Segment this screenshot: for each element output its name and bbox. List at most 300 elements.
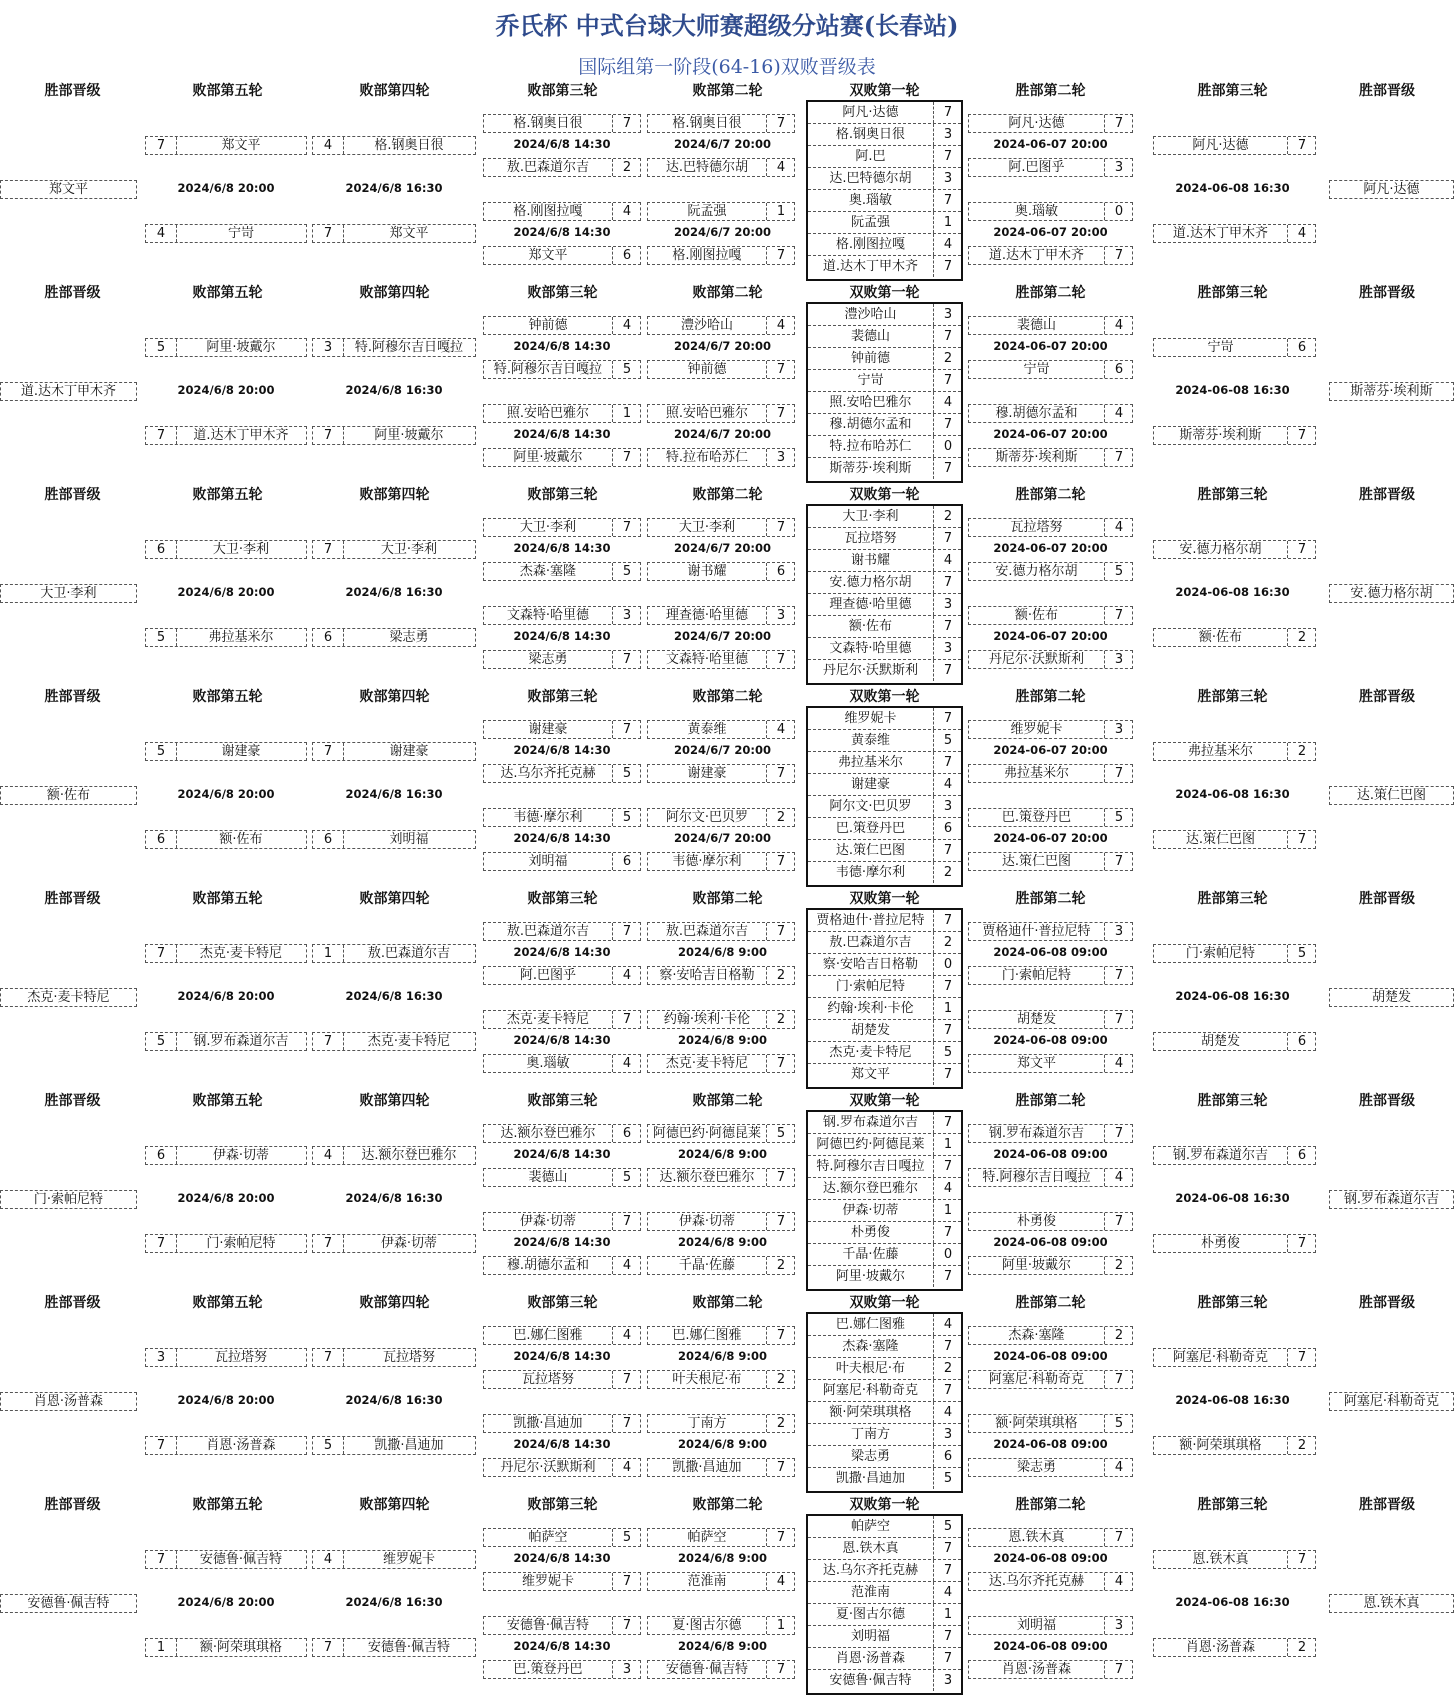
player-name: 敖.巴森道尔吉 bbox=[665, 924, 749, 939]
score: 5 bbox=[1104, 563, 1133, 580]
match-time: 2024/6/8 20:00 bbox=[177, 1393, 275, 1407]
winners-r2-entry bbox=[968, 1010, 1133, 1029]
first-round-box bbox=[806, 1110, 963, 1291]
first-round-entry bbox=[808, 1538, 961, 1560]
score: 7 bbox=[766, 1055, 795, 1072]
losers-r2-entry bbox=[647, 1528, 795, 1547]
first-round-entry bbox=[808, 932, 961, 954]
player-name: 瓦拉塔努 bbox=[214, 1350, 267, 1365]
losers-advance-slot bbox=[0, 382, 137, 401]
player-name: 帕萨空 bbox=[850, 1519, 890, 1534]
score: 7 bbox=[766, 853, 795, 870]
player-name: 宁岢 bbox=[1207, 340, 1234, 355]
winners-r2-entry bbox=[968, 1124, 1133, 1143]
player-name: 达.额尔登巴雅尔 bbox=[659, 1170, 755, 1185]
score: 7 bbox=[933, 660, 962, 681]
player-name: 瓦拉塔努 bbox=[1010, 520, 1063, 535]
player-name: 阿凡·达德 bbox=[842, 105, 899, 120]
score: 5 bbox=[146, 743, 177, 760]
score: 7 bbox=[766, 1459, 795, 1476]
losers-r2-entry bbox=[647, 360, 795, 379]
score: 4 bbox=[766, 159, 795, 176]
match-time: 2024-06-08 16:30 bbox=[1175, 585, 1290, 599]
first-round-entry bbox=[808, 616, 961, 638]
player-name: 贾格迪什·普拉尼特 bbox=[982, 924, 1091, 939]
score: 7 bbox=[933, 1112, 962, 1133]
winners-r2-entry bbox=[968, 1370, 1133, 1389]
player-name: 阿凡·达德 bbox=[1008, 116, 1065, 131]
match-time: 2024/6/8 14:30 bbox=[513, 831, 611, 845]
player-name: 郑文平 bbox=[389, 226, 429, 241]
losers-advance-slot bbox=[0, 988, 137, 1007]
match-time: 2024-06-07 20:00 bbox=[993, 339, 1108, 353]
column-header: 败部第五轮 bbox=[192, 1093, 263, 1109]
score: 7 bbox=[612, 449, 641, 466]
score: 6 bbox=[1104, 361, 1133, 378]
winners-r3-entry bbox=[1153, 136, 1316, 155]
score: 4 bbox=[933, 392, 962, 413]
column-header: 败部第五轮 bbox=[192, 1497, 263, 1513]
player-name: 阿尔文·巴贝罗 bbox=[829, 799, 912, 814]
losers-r2-entry bbox=[647, 316, 795, 335]
score: 2 bbox=[766, 1011, 795, 1028]
score: 4 bbox=[1287, 225, 1316, 242]
score: 5 bbox=[766, 1125, 795, 1142]
match-time: 2024/6/8 14:30 bbox=[513, 339, 611, 353]
score: 3 bbox=[933, 1670, 962, 1691]
first-round-entry bbox=[808, 1582, 961, 1604]
match-time: 2024/6/8 14:30 bbox=[513, 945, 611, 959]
score: 7 bbox=[933, 1222, 962, 1243]
winners-r2-entry bbox=[968, 1168, 1133, 1187]
player-name: 格.刚图拉嘎 bbox=[513, 204, 583, 219]
score: 7 bbox=[766, 1213, 795, 1230]
score: 7 bbox=[313, 225, 344, 242]
losers-r2-entry bbox=[647, 1572, 795, 1591]
first-round-box bbox=[806, 706, 963, 887]
score: 7 bbox=[933, 910, 962, 931]
score: 7 bbox=[766, 1529, 795, 1546]
score: 7 bbox=[1287, 831, 1316, 848]
player-name: 钢.罗布森道尔吉 bbox=[988, 1126, 1085, 1141]
player-name: 额·佐布 bbox=[1198, 630, 1243, 645]
winners-r2-entry bbox=[968, 114, 1133, 133]
winners-r2-entry bbox=[968, 518, 1133, 537]
player-name: 阿德巴约·阿德昆莱 bbox=[816, 1137, 925, 1152]
first-round-entry bbox=[808, 1648, 961, 1670]
player-name: 恩.铁木真 bbox=[842, 1541, 899, 1556]
score: 5 bbox=[146, 629, 177, 646]
player-name: 梁志勇 bbox=[1016, 1460, 1056, 1475]
player-name: 叶夫根尼·布 bbox=[672, 1372, 742, 1387]
losers-r3-entry bbox=[483, 720, 641, 739]
match-time: 2024/6/7 20:00 bbox=[673, 339, 772, 353]
player-name: 安.德力格尔胡 bbox=[1350, 586, 1433, 601]
score: 3 bbox=[1104, 721, 1133, 738]
score: 7 bbox=[146, 427, 177, 444]
first-round-entry bbox=[808, 146, 961, 168]
score: 7 bbox=[933, 414, 962, 435]
column-header: 胜部晋级 bbox=[44, 1295, 101, 1311]
losers-r3-entry bbox=[483, 246, 641, 265]
winners-r2-entry bbox=[968, 1528, 1133, 1547]
score: 4 bbox=[313, 1551, 344, 1568]
first-round-entry bbox=[808, 370, 961, 392]
player-name: 澧沙哈山 bbox=[680, 318, 733, 333]
winners-r3-entry bbox=[1153, 1146, 1316, 1165]
player-name: 道.达木丁甲木齐 bbox=[20, 384, 117, 399]
player-name: 达.策仁巴图 bbox=[1185, 832, 1256, 847]
match-time: 2024/6/8 14:30 bbox=[513, 1639, 611, 1653]
player-name: 叶夫根尼·布 bbox=[835, 1361, 906, 1376]
player-name: 梁志勇 bbox=[528, 652, 568, 667]
score: 2 bbox=[933, 1358, 962, 1379]
score: 7 bbox=[933, 370, 962, 391]
player-name: 特.阿穆尔吉日嘎拉 bbox=[816, 1159, 925, 1174]
column-header: 败部第三轮 bbox=[527, 689, 598, 705]
player-name: 安德鲁·佩吉特 bbox=[665, 1662, 749, 1677]
match-time: 2024/6/8 14:30 bbox=[513, 225, 611, 239]
losers-r4-entry bbox=[312, 1638, 476, 1657]
score: 3 bbox=[612, 1661, 641, 1678]
first-round-entry bbox=[808, 1560, 961, 1582]
column-header: 胜部晋级 bbox=[44, 83, 101, 99]
winners-r3-entry bbox=[1153, 540, 1316, 559]
player-name: 达.额尔登巴雅尔 bbox=[500, 1126, 596, 1141]
score: 5 bbox=[1104, 1415, 1133, 1432]
score: 7 bbox=[1104, 1125, 1133, 1142]
match-time: 2024-06-07 20:00 bbox=[993, 427, 1108, 441]
column-header: 胜部晋级 bbox=[1359, 1295, 1415, 1311]
losers-r5-entry bbox=[145, 1638, 307, 1657]
match-time: 2024/6/8 9:00 bbox=[677, 1033, 768, 1047]
first-round-entry bbox=[808, 976, 961, 998]
bracket-block bbox=[0, 888, 1454, 1090]
bracket-block bbox=[0, 1090, 1454, 1292]
winners-r3-entry bbox=[1153, 1638, 1316, 1657]
score: 7 bbox=[146, 945, 177, 962]
losers-r3-entry bbox=[483, 1054, 641, 1073]
bracket-block bbox=[0, 484, 1454, 686]
losers-r2-entry bbox=[647, 1458, 795, 1477]
match-time: 2024/6/8 14:30 bbox=[513, 629, 611, 643]
score: 3 bbox=[612, 607, 641, 624]
match-time: 2024/6/8 20:00 bbox=[177, 181, 275, 195]
score: 4 bbox=[1104, 519, 1133, 536]
player-name: 朴勇俊 bbox=[1200, 1236, 1240, 1251]
score: 6 bbox=[1287, 1033, 1316, 1050]
score: 7 bbox=[933, 1156, 962, 1177]
player-name: 门·索帕尼特 bbox=[835, 979, 906, 994]
score: 7 bbox=[933, 1336, 962, 1357]
column-header: 胜部晋级 bbox=[44, 689, 101, 705]
winners-r2-entry bbox=[968, 1054, 1133, 1073]
winners-r2-entry bbox=[968, 808, 1133, 827]
player-name: 大卫·李利 bbox=[380, 542, 438, 557]
column-header: 败部第三轮 bbox=[527, 1497, 598, 1513]
winners-r2-entry bbox=[968, 650, 1133, 669]
column-header: 败部第四轮 bbox=[359, 83, 430, 99]
losers-r4-entry bbox=[312, 136, 476, 155]
losers-r3-entry bbox=[483, 1010, 641, 1029]
player-name: 刘明福 bbox=[528, 854, 568, 869]
score: 1 bbox=[933, 1200, 962, 1221]
column-header: 败部第四轮 bbox=[359, 1497, 430, 1513]
column-header: 败部第三轮 bbox=[527, 1295, 598, 1311]
losers-r2-entry bbox=[647, 1168, 795, 1187]
score: 4 bbox=[933, 774, 962, 795]
score: 1 bbox=[766, 1617, 795, 1634]
match-time: 2024-06-08 16:30 bbox=[1175, 989, 1290, 1003]
player-name: 额·佐布 bbox=[1014, 608, 1059, 623]
player-name: 格.刚图拉嘎 bbox=[672, 248, 742, 263]
score: 7 bbox=[612, 923, 641, 940]
losers-r4-entry bbox=[312, 1348, 476, 1367]
losers-r5-entry bbox=[145, 1550, 307, 1569]
player-name: 胡楚发 bbox=[1200, 1034, 1240, 1049]
score: 7 bbox=[933, 976, 962, 997]
first-round-entry bbox=[808, 326, 961, 348]
losers-r2-entry bbox=[647, 720, 795, 739]
column-header: 败部第五轮 bbox=[192, 689, 263, 705]
score: 7 bbox=[766, 1661, 795, 1678]
score: 7 bbox=[1104, 765, 1133, 782]
score: 6 bbox=[146, 541, 177, 558]
player-name: 恩.铁木真 bbox=[1192, 1552, 1249, 1567]
match-time: 2024-06-08 09:00 bbox=[993, 1349, 1108, 1363]
column-header: 败部第五轮 bbox=[192, 487, 263, 503]
score: 6 bbox=[612, 1125, 641, 1142]
score: 4 bbox=[933, 1178, 962, 1199]
player-name: 道.达木丁甲木齐 bbox=[822, 259, 919, 274]
player-name: 奥.瑙敏 bbox=[1014, 204, 1059, 219]
winners-advance-slot bbox=[1329, 1190, 1454, 1209]
column-header: 胜部第二轮 bbox=[1015, 487, 1086, 503]
losers-r2-entry bbox=[647, 764, 795, 783]
player-name: 肖恩·汤普森 bbox=[33, 1394, 104, 1409]
first-round-entry bbox=[808, 572, 961, 594]
player-name: 达.巴特德尔胡 bbox=[829, 171, 912, 186]
player-name: 特.阿穆尔吉日嘎拉 bbox=[493, 362, 603, 377]
losers-r2-entry bbox=[647, 922, 795, 941]
player-name: 刘明福 bbox=[389, 832, 429, 847]
player-name: 大卫·李利 bbox=[678, 520, 736, 535]
score: 5 bbox=[1104, 809, 1133, 826]
page-title: 乔氏杯 中式台球大师赛超级分站赛(长春站) bbox=[495, 11, 959, 40]
player-name: 格.钢奥日很 bbox=[672, 116, 742, 131]
player-name: 钟前德 bbox=[528, 318, 568, 333]
score: 1 bbox=[766, 203, 795, 220]
score: 7 bbox=[612, 1371, 641, 1388]
first-round-entry bbox=[808, 840, 961, 862]
first-round-entry bbox=[808, 1244, 961, 1266]
score: 7 bbox=[612, 1011, 641, 1028]
winners-r2-entry bbox=[968, 246, 1133, 265]
first-round-entry bbox=[808, 1178, 961, 1200]
first-round-entry bbox=[808, 550, 961, 572]
player-name: 裴德山 bbox=[1016, 318, 1056, 333]
score: 2 bbox=[1287, 1437, 1316, 1454]
player-name: 道.达木丁甲木齐 bbox=[988, 248, 1085, 263]
player-name: 达.策仁巴图 bbox=[1001, 854, 1072, 869]
losers-r2-entry bbox=[647, 966, 795, 985]
losers-r4-entry bbox=[312, 1032, 476, 1051]
score: 7 bbox=[1104, 247, 1133, 264]
winners-r2-entry bbox=[968, 202, 1133, 221]
player-name: 额·佐布 bbox=[46, 788, 91, 803]
score: 4 bbox=[1104, 405, 1133, 422]
score: 7 bbox=[612, 1213, 641, 1230]
column-header: 败部第五轮 bbox=[192, 83, 263, 99]
match-time: 2024-06-08 16:30 bbox=[1175, 1595, 1290, 1609]
score: 0 bbox=[933, 1244, 962, 1265]
match-time: 2024/6/8 16:30 bbox=[345, 1595, 443, 1609]
score: 4 bbox=[612, 1257, 641, 1274]
match-time: 2024-06-08 09:00 bbox=[993, 1639, 1108, 1653]
column-header: 败部第二轮 bbox=[692, 487, 763, 503]
column-header: 胜部第三轮 bbox=[1197, 1093, 1268, 1109]
column-header: 败部第三轮 bbox=[527, 285, 598, 301]
score: 7 bbox=[933, 326, 962, 347]
player-name: 钢.罗布森道尔吉 bbox=[1343, 1192, 1440, 1207]
match-time: 2024/6/7 20:00 bbox=[673, 225, 772, 239]
player-name: 达.巴特德尔胡 bbox=[665, 160, 749, 175]
match-time: 2024/6/8 9:00 bbox=[677, 1235, 768, 1249]
player-name: 巴.策登丹巴 bbox=[513, 1662, 583, 1677]
player-name: 范淮南 bbox=[850, 1585, 890, 1600]
winners-r2-entry bbox=[968, 720, 1133, 739]
winners-advance-slot bbox=[1329, 786, 1454, 805]
score: 7 bbox=[933, 102, 962, 123]
score: 7 bbox=[933, 256, 962, 277]
losers-advance-slot bbox=[0, 1190, 137, 1209]
score: 2 bbox=[766, 1415, 795, 1432]
bracket-block bbox=[0, 1292, 1454, 1494]
losers-r5-entry bbox=[145, 1436, 307, 1455]
column-header: 双败第一轮 bbox=[849, 487, 920, 503]
losers-r2-entry bbox=[647, 1054, 795, 1073]
column-header: 胜部晋级 bbox=[1359, 891, 1415, 907]
player-name: 敖.巴森道尔吉 bbox=[829, 935, 912, 950]
score: 4 bbox=[1104, 1055, 1133, 1072]
score: 4 bbox=[766, 317, 795, 334]
player-name: 阿.巴 bbox=[855, 149, 886, 164]
score: 1 bbox=[933, 1604, 962, 1625]
losers-r3-entry bbox=[483, 1370, 641, 1389]
score: 4 bbox=[1104, 1459, 1133, 1476]
score: 7 bbox=[146, 137, 177, 154]
bracket-block bbox=[0, 686, 1454, 888]
match-time: 2024/6/8 16:30 bbox=[345, 1191, 443, 1205]
score: 4 bbox=[313, 137, 344, 154]
column-header: 败部第二轮 bbox=[692, 83, 763, 99]
column-header: 败部第二轮 bbox=[692, 1497, 763, 1513]
player-name: 凯撒·昌迪加 bbox=[374, 1438, 444, 1453]
losers-r2-entry bbox=[647, 1124, 795, 1143]
column-header: 胜部第三轮 bbox=[1197, 689, 1268, 705]
player-name: 格.钢奥日很 bbox=[374, 138, 444, 153]
player-name: 敖.巴森道尔吉 bbox=[506, 160, 590, 175]
score: 3 bbox=[1104, 159, 1133, 176]
first-round-entry bbox=[808, 528, 961, 550]
player-name: 道.达木丁甲木齐 bbox=[1172, 226, 1269, 241]
score: 7 bbox=[313, 541, 344, 558]
winners-r2-entry bbox=[968, 606, 1133, 625]
score: 7 bbox=[766, 1169, 795, 1186]
score: 7 bbox=[313, 1033, 344, 1050]
losers-advance-slot bbox=[0, 584, 137, 603]
player-name: 理查德·哈里德 bbox=[829, 597, 912, 612]
column-header: 双败第一轮 bbox=[849, 689, 920, 705]
first-round-entry bbox=[808, 256, 961, 278]
player-name: 宁岢 bbox=[1023, 362, 1050, 377]
score: 7 bbox=[612, 651, 641, 668]
player-name: 达.策仁巴图 bbox=[835, 843, 906, 858]
column-header: 败部第三轮 bbox=[527, 83, 598, 99]
match-time: 2024/6/8 20:00 bbox=[177, 1595, 275, 1609]
score: 7 bbox=[1104, 1371, 1133, 1388]
player-name: 千晶·佐藤 bbox=[842, 1247, 899, 1262]
score: 7 bbox=[612, 721, 641, 738]
match-time: 2024/6/8 16:30 bbox=[345, 585, 443, 599]
column-header: 败部第三轮 bbox=[527, 487, 598, 503]
player-name: 丹尼尔·沃默斯利 bbox=[822, 663, 919, 678]
player-name: 宁岢 bbox=[227, 226, 254, 241]
winners-advance-slot bbox=[1329, 584, 1454, 603]
score: 3 bbox=[1104, 923, 1133, 940]
winners-r3-entry bbox=[1153, 944, 1316, 963]
score: 7 bbox=[1287, 541, 1316, 558]
player-name: 巴.娜仁图雅 bbox=[513, 1328, 583, 1343]
score: 0 bbox=[933, 954, 962, 975]
first-round-box bbox=[806, 504, 963, 685]
player-name: 格.刚图拉嘎 bbox=[835, 237, 906, 252]
winners-r3-entry bbox=[1153, 1348, 1316, 1367]
match-time: 2024/6/8 9:00 bbox=[677, 1551, 768, 1565]
score: 7 bbox=[933, 1020, 962, 1041]
first-round-entry bbox=[808, 1516, 961, 1538]
player-name: 约翰·埃利·卡伦 bbox=[827, 1001, 914, 1016]
score: 2 bbox=[766, 1371, 795, 1388]
page-subtitle: 国际组第一阶段(64-16)双败晋级表 bbox=[578, 56, 876, 78]
match-time: 2024/6/8 14:30 bbox=[513, 1147, 611, 1161]
winners-r3-entry bbox=[1153, 224, 1316, 243]
winners-advance-slot bbox=[1329, 382, 1454, 401]
player-name: 大卫·李利 bbox=[519, 520, 577, 535]
player-name: 斯蒂芬·埃利斯 bbox=[995, 450, 1078, 465]
losers-r3-entry bbox=[483, 202, 641, 221]
column-header: 败部第三轮 bbox=[527, 891, 598, 907]
losers-r5-entry bbox=[145, 944, 307, 963]
player-name: 安德鲁·佩吉特 bbox=[199, 1552, 283, 1567]
winners-r2-entry bbox=[968, 360, 1133, 379]
winners-r3-entry bbox=[1153, 628, 1316, 647]
winners-advance-slot bbox=[1329, 180, 1454, 199]
score: 6 bbox=[612, 853, 641, 870]
player-name: 阿塞尼·科勒奇克 bbox=[1343, 1394, 1440, 1409]
player-name: 察·安哈吉日格勒 bbox=[659, 968, 755, 983]
losers-r3-entry bbox=[483, 316, 641, 335]
score: 7 bbox=[1104, 1529, 1133, 1546]
first-round-entry bbox=[808, 506, 961, 528]
score: 7 bbox=[766, 115, 795, 132]
column-header: 败部第四轮 bbox=[359, 487, 430, 503]
score: 2 bbox=[933, 862, 962, 883]
player-name: 刘明福 bbox=[850, 1629, 890, 1644]
player-name: 特.阿穆尔吉日嘎拉 bbox=[354, 340, 464, 355]
score: 4 bbox=[612, 1055, 641, 1072]
score: 7 bbox=[766, 405, 795, 422]
